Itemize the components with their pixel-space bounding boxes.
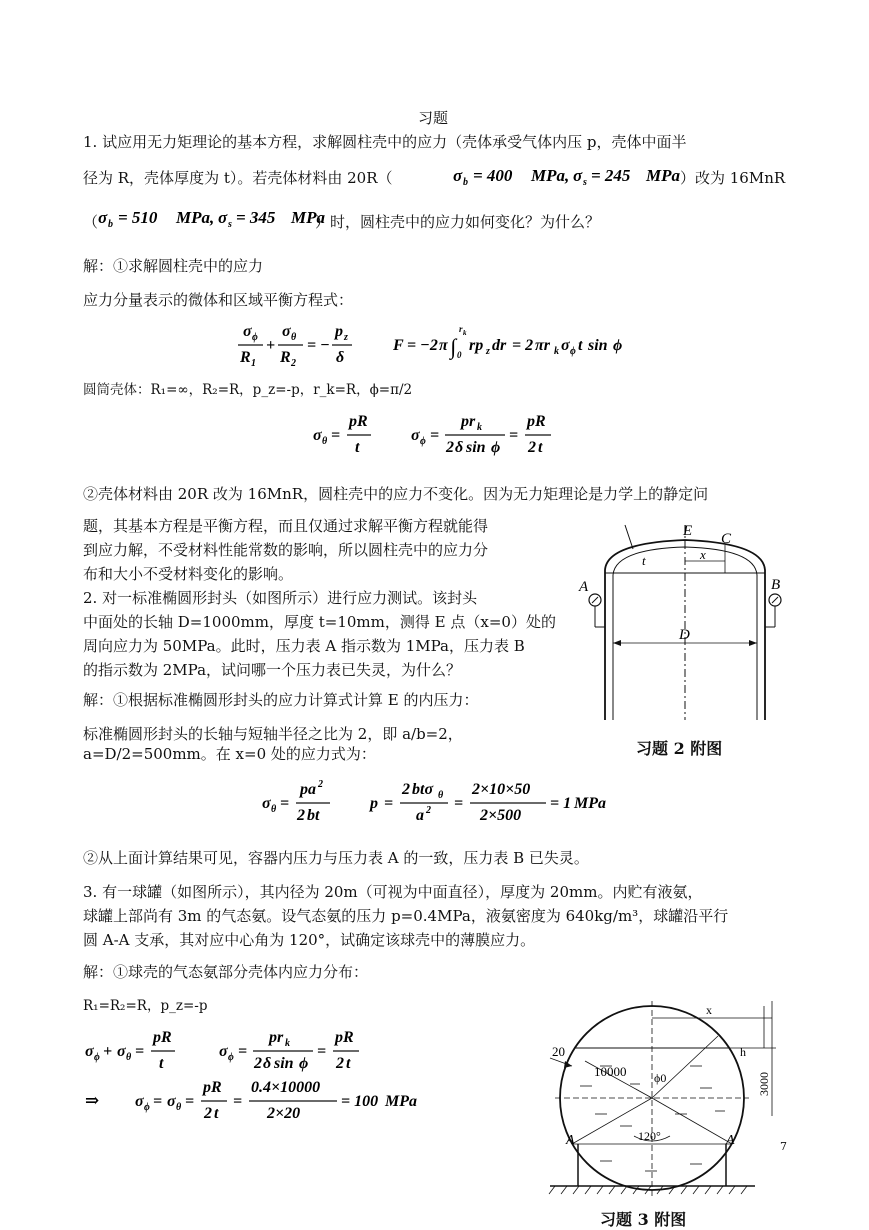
svg-text:ϕ: ϕ <box>420 436 426 447</box>
svg-text:btσ: btσ <box>412 781 434 798</box>
fig3-label-a-right: A <box>726 1133 735 1148</box>
a1-para-line1: 题，其基本方程是平衡方程，而且仅通过求解平衡方程就能得 <box>83 517 489 535</box>
a2-step2: ②从上面计算结果可见，容器内压力与压力表 A 的一致，压力表 B 已失灵。 <box>83 849 589 867</box>
fig2-label-a: A <box>579 579 589 595</box>
fig3-label-phi0: ϕ0 <box>654 1071 667 1085</box>
fig3-label-10000: 10000 <box>594 1064 627 1079</box>
a1-intro: 应力分量表示的微体和区域平衡方程式： <box>83 291 354 309</box>
svg-text:σ: σ <box>219 1043 228 1060</box>
svg-text:σ: σ <box>98 208 108 227</box>
svg-text:dr: dr <box>492 337 507 354</box>
svg-text:t: t <box>538 439 543 456</box>
q1-line2-text: 径为 R，壳体厚度为 t）。若壳体材料由 20R（ <box>83 169 393 187</box>
fig3-label-20: 20 <box>552 1044 565 1059</box>
fig2-label-x: x <box>700 547 706 562</box>
svg-text:pR: pR <box>349 413 368 430</box>
fig3-label-x: x <box>706 1003 712 1017</box>
svg-text:= 510: = 510 <box>118 208 158 227</box>
svg-text:b: b <box>108 219 113 230</box>
figure-spherical-tank <box>540 996 785 1206</box>
a3-conditions: R₁=R₂=R，p_z=-p <box>83 998 208 1014</box>
svg-text:ϕ: ϕ <box>252 332 258 343</box>
svg-text:2: 2 <box>291 358 296 369</box>
svg-text:pR: pR <box>203 1079 222 1096</box>
svg-text:a: a <box>416 807 424 824</box>
svg-text:MPa: MPa <box>531 166 565 185</box>
svg-text:s: s <box>583 177 587 188</box>
svg-text:bt: bt <box>307 807 320 824</box>
svg-text:θ: θ <box>322 436 328 447</box>
svg-text:σ: σ <box>117 1043 126 1060</box>
fig2-caption: 习题 2 附图 <box>636 739 723 758</box>
fig3-label-a-left: A <box>566 1133 575 1148</box>
svg-text:=: = <box>454 795 464 812</box>
svg-text:rp: rp <box>469 337 484 354</box>
fig2-label-c: C <box>721 531 732 547</box>
svg-text:pR: pR <box>153 1029 172 1046</box>
svg-text:σ: σ <box>282 323 291 340</box>
a2-step1: 解：①根据标准椭圆形封头的应力计算式计算 E 的内压力： <box>83 691 479 709</box>
svg-text:=: = <box>135 1043 145 1060</box>
svg-text:2×500: 2×500 <box>480 807 522 824</box>
svg-text:=: = <box>153 1093 163 1110</box>
svg-text:πr: πr <box>535 337 550 354</box>
svg-text:MPa: MPa <box>646 166 680 185</box>
svg-text:=: = <box>233 1093 243 1110</box>
svg-text:∫: ∫ <box>450 334 457 359</box>
figure-ellipsoidal-head <box>575 515 785 725</box>
svg-text:2: 2 <box>254 1055 262 1072</box>
a1-para-line2: 到应力解，不受材料性能常数的影响，所以圆柱壳中的应力分 <box>83 541 489 559</box>
svg-text:π: π <box>439 337 448 354</box>
svg-text:t: t <box>578 337 583 354</box>
q1-line2-equation <box>453 163 683 194</box>
q2-line3: 周向应力为 50MPa。此时，压力表 A 指示数为 1MPa，压力表 B <box>83 637 525 655</box>
page-title: 习题 <box>418 109 449 127</box>
svg-text:,: , <box>565 166 570 185</box>
page-number: 7 <box>780 1140 787 1153</box>
fig2-label-d: D <box>679 627 690 643</box>
svg-text:pa: pa <box>300 781 316 798</box>
svg-text:θ: θ <box>176 1102 182 1113</box>
svg-text:s: s <box>228 219 232 230</box>
svg-text:t: t <box>355 439 360 456</box>
svg-text:k: k <box>477 422 482 433</box>
svg-text:MPa: MPa <box>176 208 210 227</box>
q3-line1: 3. 有一球罐（如图所示），其内径为 20m（可视为中面直径），厚度为 20mm。内贮有液氨， <box>83 883 703 901</box>
svg-text:+: + <box>103 1043 113 1060</box>
svg-text:θ: θ <box>271 804 277 815</box>
fig2-label-e: E <box>683 523 693 539</box>
svg-text:0.4×10000: 0.4×10000 <box>251 1079 321 1096</box>
fig3-label-3000: 3000 <box>757 1072 771 1096</box>
equation-ellipsoid-pressure <box>262 776 622 833</box>
svg-text:F: F <box>393 337 404 354</box>
equation-sphere-result <box>85 1074 445 1131</box>
svg-text:σ: σ <box>218 208 228 227</box>
a2-line2: a=D/2=500mm。在 x=0 处的应力式为： <box>83 745 376 763</box>
q1-line1: 1. 试应用无力矩理论的基本方程，求解圆柱壳中的应力（壳体承受气体内压 p，壳体中面半 <box>83 133 687 151</box>
svg-text:+: + <box>266 337 276 354</box>
equation-cylinder-stress <box>313 408 573 465</box>
svg-text:k: k <box>285 1038 290 1049</box>
svg-text:σ: σ <box>135 1093 144 1110</box>
svg-text:pR: pR <box>335 1029 354 1046</box>
svg-text:0: 0 <box>457 350 462 360</box>
fig2-label-t: t <box>642 553 646 568</box>
svg-text:σ: σ <box>453 166 463 185</box>
svg-text:σ: σ <box>167 1093 176 1110</box>
svg-text:b: b <box>463 177 468 188</box>
q2-line4: 的指示数为 2MPa，试问哪一个压力表已失灵，为什么？ <box>83 661 462 679</box>
q2-line1: 2. 对一标准椭圆形封头（如图所示）进行应力测试。该封头 <box>83 589 478 607</box>
svg-text:pR: pR <box>527 413 546 430</box>
svg-text:θ: θ <box>291 332 297 343</box>
svg-text:2: 2 <box>528 439 536 456</box>
svg-text:ϕ: ϕ <box>228 1052 234 1063</box>
q1-line3-paren: （ <box>83 213 99 231</box>
svg-text:sin: sin <box>466 439 486 456</box>
svg-text:σ: σ <box>243 323 252 340</box>
svg-text:=: = <box>331 427 341 444</box>
svg-text:,: , <box>210 208 215 227</box>
svg-text:R: R <box>280 349 291 366</box>
svg-text:=: = <box>430 427 440 444</box>
svg-text:1: 1 <box>251 358 256 369</box>
svg-text:=: = <box>317 1043 327 1060</box>
svg-text:δ: δ <box>455 439 464 456</box>
svg-text:ϕ: ϕ <box>491 439 501 456</box>
svg-text:2: 2 <box>336 1055 344 1072</box>
equation-sphere-stress <box>85 1024 385 1081</box>
svg-text:ϕ: ϕ <box>94 1052 100 1063</box>
svg-text:sin: sin <box>274 1055 294 1072</box>
svg-text:= 400: = 400 <box>473 166 513 185</box>
svg-text:σ: σ <box>573 166 583 185</box>
svg-text:MPa: MPa <box>385 1093 417 1110</box>
fig3-label-h: h <box>740 1045 746 1059</box>
a1-conditions: 圆筒壳体：R₁=∞，R₂=R，p_z=-p，r_k=R，ϕ=π/2 <box>83 382 413 398</box>
svg-text:ϕ: ϕ <box>570 346 576 357</box>
svg-text:t: t <box>346 1055 351 1072</box>
svg-text:σ: σ <box>85 1043 94 1060</box>
q3-line3: 圆 A-A 支承，其对应中心角为 120°，试确定该球壳中的薄膜应力。 <box>83 931 536 949</box>
svg-text:z: z <box>344 332 348 343</box>
svg-text:r: r <box>459 324 463 334</box>
svg-text:2: 2 <box>204 1105 212 1122</box>
q1-line3-equation <box>98 205 328 236</box>
svg-text:δ: δ <box>263 1055 272 1072</box>
svg-text:= 245: = 245 <box>591 166 631 185</box>
svg-text:ϕ: ϕ <box>613 337 623 354</box>
q3-line2: 球罐上部尚有 3m 的气态氨。设气态氨的压力 p=0.4MPa，液氨密度为 640kg/m³，球罐沿平行 <box>83 907 729 925</box>
svg-text:2: 2 <box>426 805 431 816</box>
svg-text:pr: pr <box>269 1029 284 1046</box>
svg-text:p: p <box>335 323 343 340</box>
svg-text:2: 2 <box>402 781 410 798</box>
svg-text:ϕ: ϕ <box>144 1102 150 1113</box>
svg-text:σ: σ <box>411 427 420 444</box>
svg-text:pr: pr <box>461 413 476 430</box>
q2-line2: 中面处的长轴 D=1000mm，厚度 t=10mm，测得 E 点（x=0）处的 <box>83 613 556 631</box>
svg-text:ϕ: ϕ <box>299 1055 309 1072</box>
fig3-caption: 习题 3 附图 <box>600 1210 687 1229</box>
svg-text:σ: σ <box>313 427 322 444</box>
svg-text:= 345: = 345 <box>236 208 276 227</box>
svg-text:2: 2 <box>318 779 323 790</box>
svg-text:σ: σ <box>561 337 570 354</box>
svg-text:t: t <box>159 1055 164 1072</box>
q1-line2-tail: ）改为 16MnR <box>680 169 786 187</box>
svg-text:R: R <box>240 349 251 366</box>
a1-step2: ②壳体材料由 20R 改为 16MnR，圆柱壳中的应力不变化。因为无力矩理论是力学上的静定问 <box>83 485 709 503</box>
fig2-label-b: B <box>771 577 781 593</box>
a3-step1: 解：①球壳的气态氨部分壳体内应力分布： <box>83 963 369 981</box>
a1-para-line3: 布和大小不受材料变化的影响。 <box>83 565 294 583</box>
svg-text:δ: δ <box>336 349 345 366</box>
svg-text:= 2: = 2 <box>512 337 534 354</box>
svg-text:MPa: MPa <box>291 208 325 227</box>
svg-text:θ: θ <box>126 1052 132 1063</box>
svg-text:t: t <box>214 1105 219 1122</box>
svg-text:2: 2 <box>297 807 305 824</box>
svg-text:2×20: 2×20 <box>267 1105 301 1122</box>
svg-text:MPa: MPa <box>574 795 606 812</box>
fig3-label-120: 120° <box>638 1129 661 1143</box>
equation-equilibrium <box>235 318 655 375</box>
svg-text:z: z <box>486 346 490 357</box>
svg-text:k: k <box>463 329 467 337</box>
svg-text:p: p <box>370 795 378 812</box>
svg-text:=: = <box>185 1093 195 1110</box>
svg-text:=: = <box>238 1043 248 1060</box>
svg-text:k: k <box>554 346 559 357</box>
svg-text:= −2: = −2 <box>407 337 438 354</box>
a2-line1: 标准椭圆形封头的长轴与短轴半径之比为 2，即 a/b=2， <box>83 725 463 743</box>
svg-text:σ: σ <box>262 795 271 812</box>
svg-text:2×10×50: 2×10×50 <box>472 781 531 798</box>
svg-text:= 100: = 100 <box>341 1093 379 1110</box>
svg-text:2: 2 <box>446 439 454 456</box>
svg-text:⇒: ⇒ <box>85 1091 100 1110</box>
svg-text:sin: sin <box>588 337 608 354</box>
svg-text:=: = <box>280 795 290 812</box>
a1-step1: 解：①求解圆柱壳中的应力 <box>83 257 264 275</box>
svg-text:=: = <box>509 427 519 444</box>
svg-text:θ: θ <box>438 790 444 801</box>
q1-line3-tail: ）时，圆柱壳中的应力如何变化？为什么？ <box>315 213 601 231</box>
svg-text:= −: = − <box>307 337 330 354</box>
svg-text:= 1: = 1 <box>550 795 572 812</box>
svg-text:=: = <box>384 795 394 812</box>
